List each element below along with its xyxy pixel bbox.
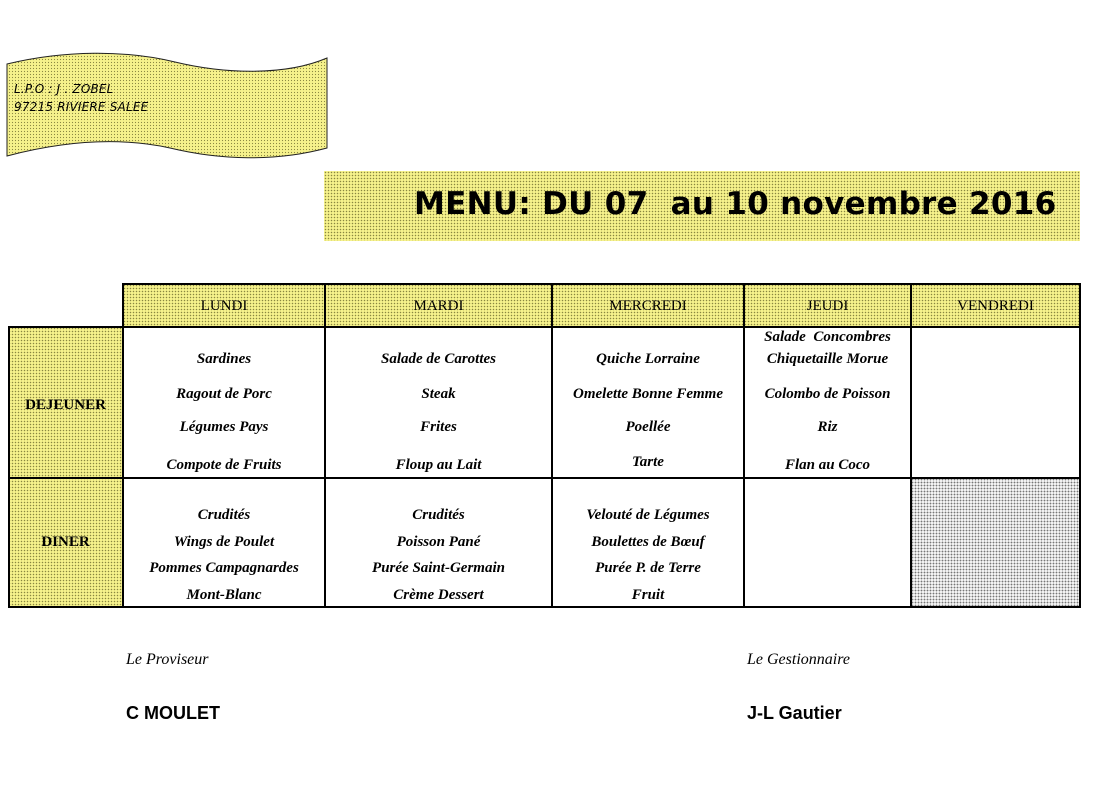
dish: Pommes Campagnardes bbox=[149, 560, 299, 576]
vendredi-dinner-cell bbox=[911, 478, 1080, 607]
day-header-vendredi: VENDREDI bbox=[957, 298, 1034, 314]
dish: Purée P. de Terre bbox=[595, 560, 701, 576]
table-rule bbox=[910, 283, 912, 608]
dish: Poellée bbox=[625, 419, 671, 435]
day-header-lundi: LUNDI bbox=[200, 298, 248, 314]
dish: Sardines bbox=[196, 351, 252, 367]
day-header-jeudi: JEUDI bbox=[806, 298, 849, 314]
table-border-bottom bbox=[8, 606, 1081, 608]
dish: Floup au Lait bbox=[395, 457, 482, 473]
dish: Crème Dessert bbox=[393, 587, 484, 603]
meal-label-diner: DINER bbox=[41, 534, 90, 550]
dish: Flan au Coco bbox=[784, 457, 871, 473]
dish: Compote de Fruits bbox=[166, 457, 282, 473]
dish: Crudités bbox=[197, 507, 251, 523]
dish: Purée Saint-Germain bbox=[372, 560, 505, 576]
dish: Velouté de Légumes bbox=[586, 507, 710, 523]
meal-label-column bbox=[8, 327, 123, 607]
proviseur-role: Le Proviseur bbox=[126, 651, 209, 668]
dish: Quiche Lorraine bbox=[596, 351, 700, 367]
dish: Tarte bbox=[632, 454, 664, 470]
dish: Colombo de Poisson bbox=[764, 386, 891, 402]
table-rule bbox=[8, 477, 1081, 479]
dish: Légumes Pays bbox=[179, 419, 269, 435]
day-header-mercredi: MERCREDI bbox=[609, 298, 687, 314]
page-title: MENU: DU 07 au 10 novembre 2016 bbox=[414, 186, 1057, 222]
dish: Riz bbox=[817, 419, 838, 435]
dish: Steak bbox=[421, 386, 456, 402]
dish: Crudités bbox=[412, 507, 465, 523]
dish: Chiquetaille Morue bbox=[766, 351, 889, 367]
school-banner bbox=[5, 52, 330, 164]
dish: Omelette Bonne Femme bbox=[573, 386, 723, 402]
table-border-right bbox=[1079, 283, 1081, 608]
day-header-mardi: MARDI bbox=[413, 298, 464, 314]
school-address: 97215 RIVIERE SALEE bbox=[14, 100, 149, 114]
dish: Salade de Carottes bbox=[381, 351, 496, 367]
gestionnaire-role: Le Gestionnaire bbox=[747, 651, 850, 668]
table-border-left bbox=[8, 326, 10, 608]
school-name: L.P.O : J . ZOBEL bbox=[14, 82, 114, 96]
dish: Salade Concombres bbox=[764, 329, 891, 345]
dish: Fruit bbox=[631, 587, 665, 603]
gestionnaire-name: J-L Gautier bbox=[747, 703, 842, 723]
dish: Mont-Blanc bbox=[186, 587, 262, 603]
dish: Wings de Poulet bbox=[173, 534, 275, 550]
dish: Poisson Pané bbox=[396, 534, 481, 550]
dish: Ragout de Porc bbox=[176, 386, 272, 402]
meal-label-dejeuner: DEJEUNER bbox=[25, 397, 106, 413]
proviseur-name: C MOULET bbox=[126, 703, 220, 723]
dish: Frites bbox=[420, 419, 457, 435]
dish: Boulettes de Bœuf bbox=[591, 534, 705, 550]
